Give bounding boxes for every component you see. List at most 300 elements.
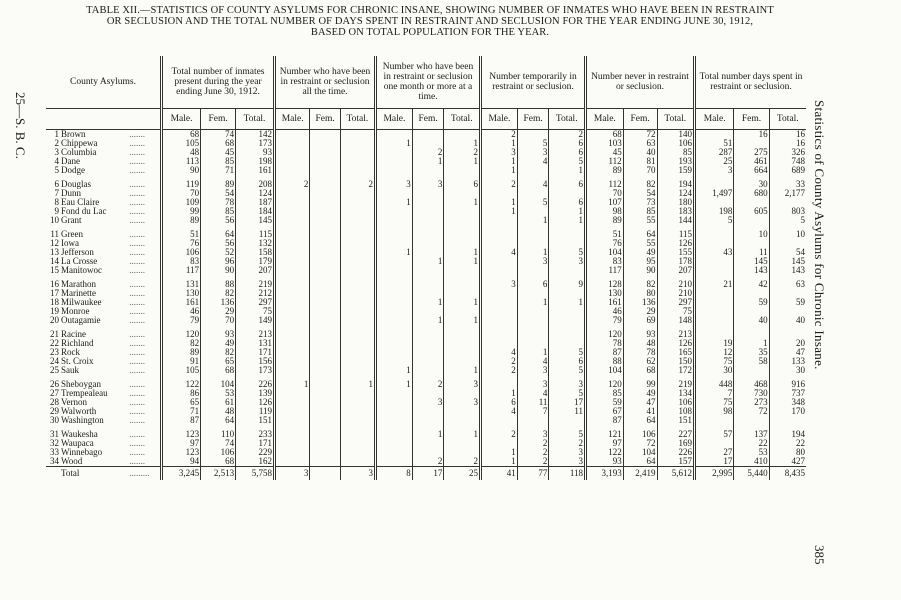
cell-value: 1 — [481, 448, 518, 457]
cell-value: 4 — [517, 180, 549, 189]
county-name: Dunn — [61, 188, 81, 198]
table-row — [46, 330, 806, 339]
cell-value — [481, 216, 518, 225]
cell-value: 93 — [586, 457, 624, 467]
county-name: La Crosse — [61, 256, 98, 266]
cell-value — [275, 307, 310, 316]
cell-value: 1 — [481, 198, 518, 207]
leader-dots: ....... — [129, 447, 145, 457]
cell-value: 2 — [412, 457, 444, 467]
leader-dots: ....... — [129, 306, 145, 316]
cell-value — [340, 366, 375, 375]
table-row — [46, 448, 806, 457]
cell-value: 85 — [586, 389, 624, 398]
cell-value: 104 — [201, 380, 236, 389]
leader-dots: ....... — [129, 365, 145, 375]
cell-value: 70 — [623, 166, 657, 175]
cell-value: 1 — [340, 380, 375, 389]
cell-value: 4 — [517, 389, 549, 398]
cell-value: 3 — [517, 148, 549, 157]
cell-value: 48 — [162, 148, 201, 157]
cell-value — [376, 230, 413, 239]
cell-value: 82 — [623, 280, 657, 289]
county-name: Dane — [61, 156, 80, 166]
cell-value: 105 — [162, 139, 201, 148]
cell-value — [275, 316, 310, 325]
cell-value: 208 — [236, 180, 275, 189]
leader-dots: ....... — [129, 279, 145, 289]
cell-value: 59 — [734, 298, 769, 307]
cell-value: 113 — [162, 157, 201, 166]
cell-value — [376, 416, 413, 425]
county-name: Douglas — [61, 179, 91, 189]
cell-value — [310, 407, 340, 416]
cell-value: 213 — [236, 330, 275, 339]
county-name: Walworth — [61, 406, 97, 416]
col-header-total: Total. — [657, 109, 695, 130]
cell-value: 1 — [549, 166, 586, 175]
cell-value — [340, 257, 375, 266]
table-row — [46, 348, 806, 357]
cell-value — [310, 266, 340, 275]
cell-value — [376, 207, 413, 216]
cell-value: 47 — [623, 398, 657, 407]
cell-value: 57 — [695, 430, 734, 439]
cell-value: 3 — [549, 257, 586, 266]
cell-value: 155 — [657, 248, 695, 257]
cell-value: 7 — [517, 407, 549, 416]
cell-value: 51 — [162, 230, 201, 239]
header-temporarily: Number temporarily in restraint or seclusion. — [481, 56, 586, 109]
cell-value: 10 — [769, 230, 806, 239]
cell-value: 5 — [549, 248, 586, 257]
cell-value — [275, 416, 310, 425]
cell-value: 89 — [162, 216, 201, 225]
cell-value — [549, 416, 586, 425]
cell-value — [275, 207, 310, 216]
cell-value — [340, 407, 375, 416]
table-row — [46, 166, 806, 175]
cell-value: 6 — [549, 357, 586, 366]
cell-value: 1 — [444, 139, 481, 148]
cell-value: 82 — [201, 289, 236, 298]
cell-value: 78 — [201, 198, 236, 207]
cell-value — [310, 257, 340, 266]
cell-value — [310, 216, 340, 225]
cell-value: 145 — [236, 216, 275, 225]
cell-value: 56 — [201, 216, 236, 225]
cell-value: 233 — [236, 430, 275, 439]
cell-value — [310, 457, 340, 467]
cell-value: 53 — [734, 448, 769, 457]
cell-value: 97 — [162, 439, 201, 448]
cell-value: 183 — [657, 207, 695, 216]
row-index: 17 — [50, 288, 59, 298]
cell-value: 85 — [201, 157, 236, 166]
cell-value: 47 — [769, 348, 806, 357]
leader-dots: ....... — [129, 265, 145, 275]
cell-value — [481, 230, 518, 239]
cell-value — [444, 230, 481, 239]
cell-value: 3 — [549, 448, 586, 457]
cell-value — [376, 339, 413, 348]
cell-value: 187 — [236, 198, 275, 207]
col-header-male: Male. — [275, 109, 310, 130]
cell-value: 73 — [623, 198, 657, 207]
cell-value — [412, 357, 444, 366]
cell-value: 6 — [481, 398, 518, 407]
cell-value: 112 — [586, 180, 624, 189]
cell-value: 68 — [201, 366, 236, 375]
cell-value: 1 — [376, 380, 413, 389]
cell-value: 148 — [657, 316, 695, 325]
cell-value — [412, 216, 444, 225]
cell-value: 80 — [623, 289, 657, 298]
cell-value — [376, 389, 413, 398]
cell-value: 82 — [201, 348, 236, 357]
leader-dots: ....... — [129, 188, 145, 198]
cell-value: 45 — [586, 148, 624, 157]
cell-value: 41 — [623, 407, 657, 416]
cell-value — [734, 216, 769, 225]
cell-value — [340, 298, 375, 307]
cell-value: 212 — [236, 289, 275, 298]
cell-value: 90 — [201, 266, 236, 275]
cell-value — [340, 448, 375, 457]
cell-value: 2 — [481, 430, 518, 439]
cell-value — [310, 307, 340, 316]
cell-value: 106 — [623, 430, 657, 439]
cell-value — [481, 307, 518, 316]
cell-value: 169 — [657, 439, 695, 448]
cell-value — [549, 330, 586, 339]
cell-value — [376, 148, 413, 157]
cell-value: 3 — [444, 380, 481, 389]
cell-value — [444, 266, 481, 275]
cell-value: 149 — [236, 316, 275, 325]
cell-value: 6 — [444, 180, 481, 189]
cell-value — [340, 457, 375, 467]
cell-value — [444, 280, 481, 289]
cell-value: 48 — [201, 407, 236, 416]
cell-value: 64 — [623, 416, 657, 425]
cell-value: 219 — [236, 280, 275, 289]
cell-value: 179 — [236, 257, 275, 266]
col-header-male: Male. — [376, 109, 413, 130]
table-row — [46, 189, 806, 198]
table-row — [46, 398, 806, 407]
row-index: 25 — [50, 365, 59, 375]
cell-value: 106 — [657, 139, 695, 148]
cell-value: 1 — [481, 207, 518, 216]
cell-value: 11 — [517, 398, 549, 407]
leader-dots: ....... — [129, 238, 145, 248]
cell-value: 49 — [623, 248, 657, 257]
cell-value: 134 — [657, 389, 695, 398]
cell-value: 72 — [623, 130, 657, 140]
cell-value: 76 — [586, 239, 624, 248]
cell-value — [340, 398, 375, 407]
col-header-male: Male. — [481, 109, 518, 130]
cell-value — [275, 457, 310, 467]
table-row — [46, 266, 806, 275]
table-row — [46, 416, 806, 425]
cell-value — [340, 416, 375, 425]
cell-value — [275, 348, 310, 357]
cell-value: 158 — [236, 248, 275, 257]
cell-value: 916 — [769, 380, 806, 389]
cell-value — [310, 157, 340, 166]
cell-value: 96 — [201, 257, 236, 266]
table-row — [46, 239, 806, 248]
total-value: 5,758 — [236, 467, 275, 481]
cell-value: 93 — [236, 148, 275, 157]
cell-value: 132 — [236, 239, 275, 248]
cell-value: 2 — [340, 180, 375, 189]
cell-value: 55 — [623, 216, 657, 225]
cell-value: 94 — [162, 457, 201, 467]
leader-dots: ....... — [129, 347, 145, 357]
table-row — [46, 307, 806, 316]
leader-dots: ....... — [129, 147, 145, 157]
cell-value: 198 — [236, 157, 275, 166]
cell-value: 680 — [734, 189, 769, 198]
table-row — [46, 180, 806, 189]
cell-value: 106 — [201, 448, 236, 457]
total-value: 41 — [481, 467, 518, 481]
table-row — [46, 280, 806, 289]
total-value: 25 — [444, 467, 481, 481]
col-header-male: Male. — [162, 109, 201, 130]
county-name: Columbia — [61, 147, 97, 157]
table-row — [46, 207, 806, 216]
col-header-fem: Fem. — [310, 109, 340, 130]
cell-value: 10 — [734, 230, 769, 239]
cell-value: 461 — [734, 157, 769, 166]
row-index: 20 — [50, 315, 59, 325]
cell-value: 25 — [695, 157, 734, 166]
cell-value — [376, 448, 413, 457]
table-row — [46, 430, 806, 439]
cell-value — [310, 239, 340, 248]
col-header-fem: Fem. — [623, 109, 657, 130]
leader-dots: ....... — [129, 288, 145, 298]
cell-value: 35 — [734, 348, 769, 357]
cell-value: 5 — [517, 139, 549, 148]
county-name: Jefferson — [61, 247, 94, 257]
cell-value: 1 — [444, 430, 481, 439]
cell-value: 3 — [481, 148, 518, 157]
cell-value: 297 — [236, 298, 275, 307]
cell-value: 5 — [695, 216, 734, 225]
table-row — [46, 439, 806, 448]
header-county: County Asylums. — [46, 56, 162, 109]
cell-value — [340, 139, 375, 148]
table-row — [46, 157, 806, 166]
cell-value — [444, 166, 481, 175]
cell-value — [310, 389, 340, 398]
row-index: 21 — [50, 329, 59, 339]
cell-value: 126 — [657, 239, 695, 248]
cell-value: 120 — [162, 330, 201, 339]
county-name: Outagamie — [61, 315, 101, 325]
cell-value — [376, 330, 413, 339]
cell-value: 5 — [549, 430, 586, 439]
table-body — [46, 130, 806, 481]
cell-value — [310, 298, 340, 307]
leader-dots: ....... — [129, 138, 145, 148]
cell-value — [340, 389, 375, 398]
cell-value: 81 — [623, 157, 657, 166]
leader-dots: ....... — [129, 388, 145, 398]
cell-value — [310, 139, 340, 148]
cell-value: 63 — [623, 139, 657, 148]
cell-value — [340, 207, 375, 216]
cell-value: 165 — [657, 348, 695, 357]
county-name: Chippewa — [61, 138, 98, 148]
cell-value: 194 — [769, 430, 806, 439]
cell-value: 1 — [376, 248, 413, 257]
county-name: Waukesha — [61, 429, 98, 439]
row-index: 22 — [50, 338, 59, 348]
county-name: Green — [61, 229, 83, 239]
cell-value: 5 — [549, 389, 586, 398]
cell-value — [340, 198, 375, 207]
row-index: 29 — [50, 406, 59, 416]
cell-value — [376, 457, 413, 467]
cell-value — [376, 316, 413, 325]
cell-value — [517, 166, 549, 175]
cell-value: 16 — [769, 139, 806, 148]
cell-value: 151 — [657, 416, 695, 425]
cell-value — [481, 330, 518, 339]
col-header-total: Total. — [236, 109, 275, 130]
cell-value: 58 — [734, 357, 769, 366]
cell-value — [340, 280, 375, 289]
cell-value — [695, 230, 734, 239]
cell-value — [695, 416, 734, 425]
cell-value: 104 — [623, 448, 657, 457]
county-name: Sauk — [61, 365, 79, 375]
cell-value — [310, 330, 340, 339]
table-row — [46, 198, 806, 207]
cell-value — [310, 289, 340, 298]
cell-value: 1,497 — [695, 189, 734, 198]
cell-value: 98 — [695, 407, 734, 416]
cell-value: 297 — [657, 298, 695, 307]
cell-value: 93 — [201, 330, 236, 339]
cell-value — [310, 148, 340, 157]
cell-value: 1 — [412, 430, 444, 439]
cell-value — [549, 266, 586, 275]
cell-value: 748 — [769, 157, 806, 166]
table-row — [46, 248, 806, 257]
cell-value: 65 — [201, 357, 236, 366]
cell-value — [444, 348, 481, 357]
cell-value: 119 — [236, 407, 275, 416]
leader-dots: ....... — [129, 438, 145, 448]
cell-value — [340, 307, 375, 316]
cell-value: 4 — [517, 157, 549, 166]
cell-value: 5 — [549, 366, 586, 375]
cell-value: 75 — [657, 307, 695, 316]
cell-value: 2 — [481, 180, 518, 189]
cell-value: 122 — [586, 448, 624, 457]
cell-value: 63 — [769, 280, 806, 289]
cell-value: 55 — [623, 239, 657, 248]
cell-value: 130 — [586, 289, 624, 298]
cell-value: 1 — [444, 257, 481, 266]
cell-value: 3 — [549, 457, 586, 467]
total-value: 5,440 — [734, 467, 769, 481]
cell-value: 72 — [623, 439, 657, 448]
cell-value — [310, 416, 340, 425]
cell-value — [412, 166, 444, 175]
cell-value — [275, 139, 310, 148]
cell-value: 82 — [623, 180, 657, 189]
col-header-total: Total. — [549, 109, 586, 130]
title-line-1: TABLE XII.—STATISTICS OF COUNTY ASYLUMS FOR CHRONIC INSANE, SHOWING NUMBER OF INMATES WHO HAVE BEEN IN RESTRAINT — [86, 5, 774, 16]
cell-value: 20 — [769, 339, 806, 348]
total-value: 3,245 — [162, 467, 201, 481]
cell-value: 2 — [549, 439, 586, 448]
cell-value — [376, 266, 413, 275]
col-header-fem: Fem. — [201, 109, 236, 130]
cell-value: 83 — [162, 257, 201, 266]
cell-value — [517, 416, 549, 425]
row-index: 10 — [50, 215, 59, 225]
leader-dots: ....... — [129, 297, 145, 307]
cell-value — [517, 230, 549, 239]
cell-value: 170 — [769, 407, 806, 416]
cell-value — [340, 189, 375, 198]
cell-value — [340, 239, 375, 248]
cell-value: 1 — [444, 248, 481, 257]
table-row — [46, 339, 806, 348]
cell-value: 226 — [236, 380, 275, 389]
cell-value: 326 — [769, 148, 806, 157]
cell-value: 85 — [623, 207, 657, 216]
header-restraint-one-month: Number who have been in restraint or seclusion one month or more at a time. — [376, 56, 481, 109]
row-index: 9 — [54, 206, 59, 216]
cell-value: 1 — [444, 157, 481, 166]
cell-value: 1 — [734, 339, 769, 348]
cell-value: 1 — [376, 366, 413, 375]
cell-value: 2 — [481, 366, 518, 375]
cell-value: 109 — [162, 198, 201, 207]
cell-value: 9 — [549, 280, 586, 289]
cell-value: 213 — [657, 330, 695, 339]
cell-value: 1 — [517, 298, 549, 307]
cell-value — [275, 157, 310, 166]
header-total-days: Total number days spent in restraint or seclusion. — [695, 56, 807, 109]
cell-value — [275, 298, 310, 307]
table-row — [46, 380, 806, 389]
cell-value: 120 — [586, 380, 624, 389]
statistics-table — [46, 56, 806, 480]
cell-value: 2 — [275, 180, 310, 189]
cell-value: 40 — [623, 148, 657, 157]
row-index: 15 — [50, 265, 59, 275]
cell-value: 1 — [376, 198, 413, 207]
cell-value: 56 — [201, 239, 236, 248]
cell-value — [340, 316, 375, 325]
cell-value: 75 — [236, 307, 275, 316]
county-name: Iowa — [61, 238, 79, 248]
cell-value: 68 — [201, 457, 236, 467]
table-row — [46, 457, 806, 467]
cell-value — [310, 180, 340, 189]
